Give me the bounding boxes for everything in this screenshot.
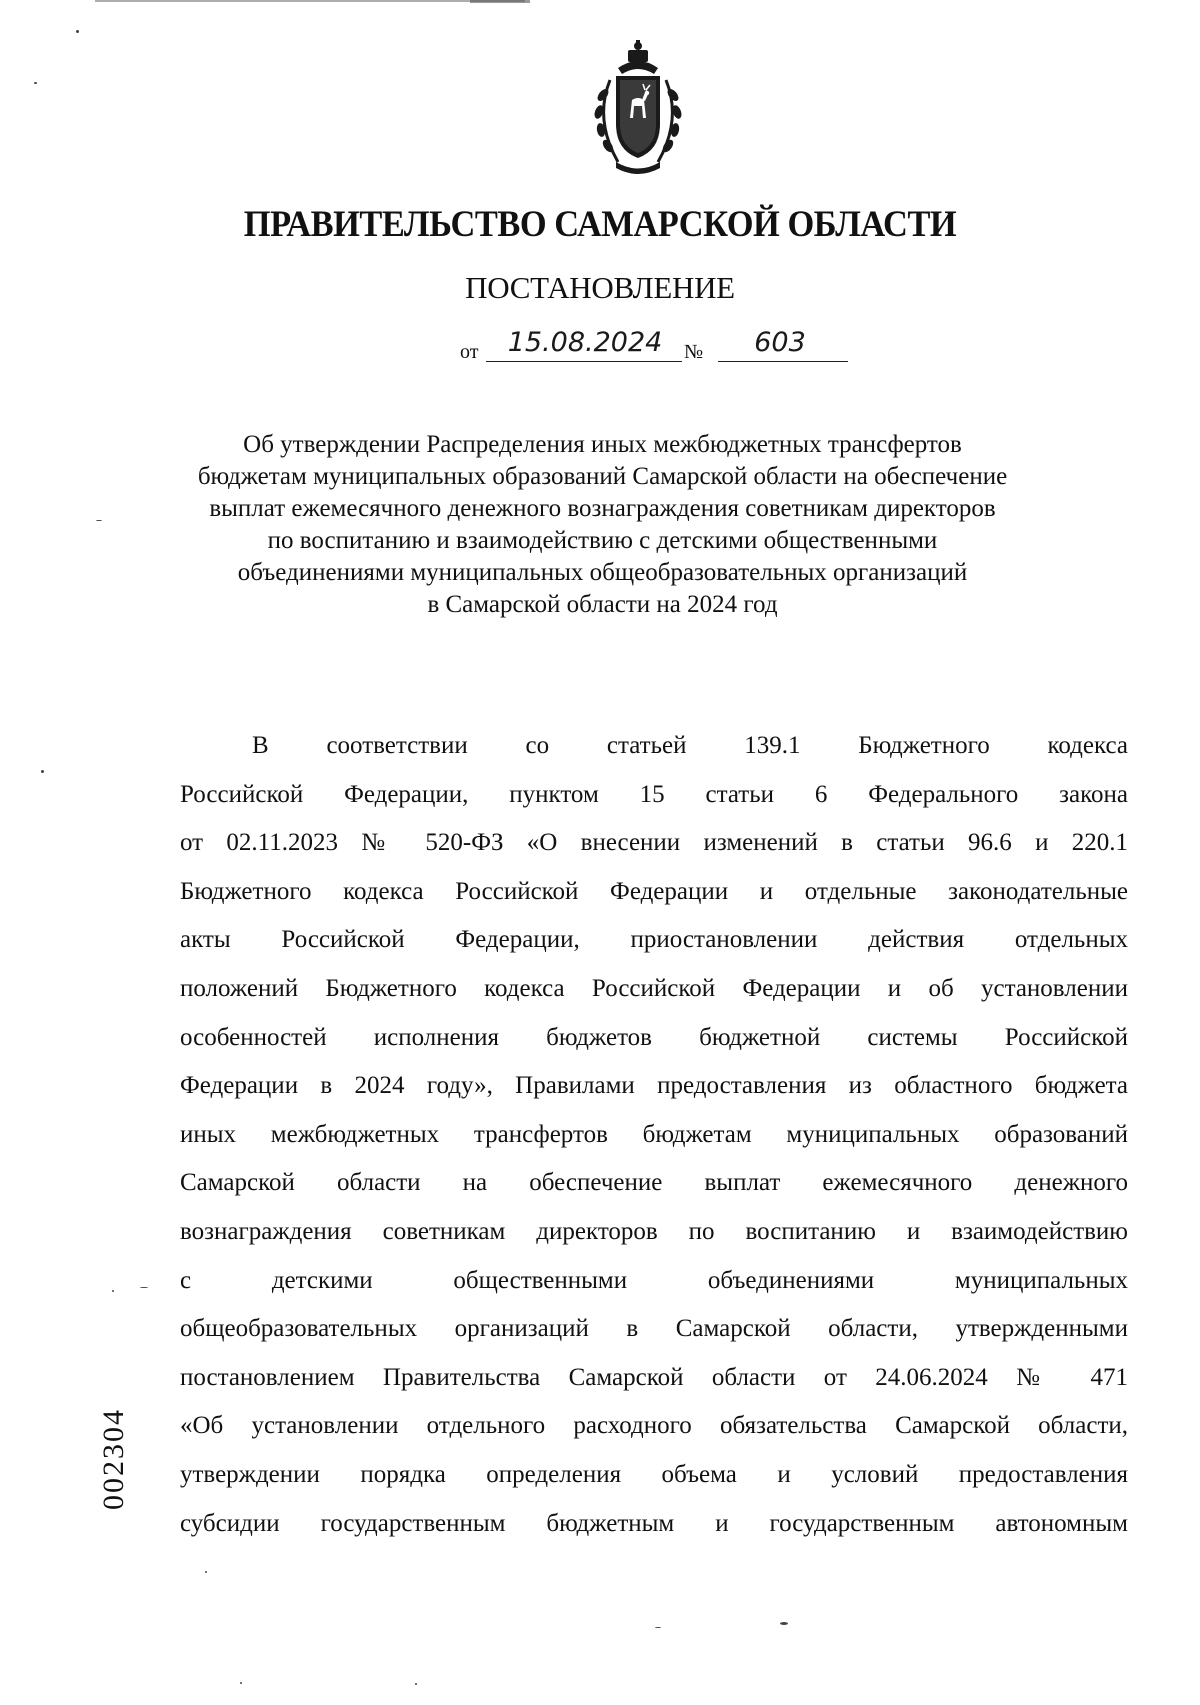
scan-speck [76, 30, 79, 33]
scan-speck [205, 1571, 207, 1573]
body-line: вознаграждения советникам директоров по воспитанию и взаимодействию [180, 1217, 1128, 1245]
scan-artifact [470, 0, 530, 3]
document-type: ПОСТАНОВЛЕНИЕ [465, 270, 735, 305]
body-line: акты Российской Федерации, приостановлении действия отдельных [180, 926, 1128, 954]
subject-line: бюджетам муниципальных образований Самарской области на обеспечение [197, 463, 1008, 490]
body-line: «Об установлении отдельного расходного обязательства Самарской области, [180, 1412, 1128, 1440]
body-line: Российской Федерации, пунктом 15 статьи 6 Федерального закона [180, 780, 1128, 808]
handwritten-date: 15.08.2024 [507, 327, 663, 358]
scan-speck [34, 82, 37, 84]
scan-speck [240, 1682, 242, 1684]
scan-speck [96, 520, 102, 521]
body-line: иных межбюджетных трансфертов бюджетам муниципальных образований [180, 1120, 1128, 1148]
date-underline [486, 361, 682, 362]
government-title: ПРАВИТЕЛЬСТВО САМАРСКОЙ ОБЛАСТИ [243, 204, 957, 245]
body-line: с детскими общественными объединениями муниципальных [180, 1266, 1128, 1294]
body-line: постановлением Правительства Самарской области от 24.06.2024 № 471 [180, 1363, 1128, 1391]
scan-speck [112, 1290, 114, 1292]
body-line: В соответствии со статьей 139.1 Бюджетного кодекса [252, 732, 1128, 759]
body-line: общеобразовательных организаций в Самарской области, утвержденными [180, 1315, 1128, 1343]
body-line: положений Бюджетного кодекса Российской Федерации и об установлении [180, 974, 1128, 1002]
handwritten-number: 603 [754, 327, 806, 358]
body-line: от 02.11.2023 № 520-ФЗ «О внесении изменений в статьи 96.6 и 220.1 [180, 829, 1128, 857]
document-subject [180, 429, 1025, 621]
body-line: Самарской области на обеспечение выплат ежемесячного денежного [180, 1169, 1128, 1197]
number-underline [718, 361, 848, 362]
number-prefix: № [684, 341, 704, 363]
body-line: субсидии государственным бюджетным и государственным автономным [180, 1509, 1128, 1537]
scan-speck [41, 770, 44, 773]
scan-speck [780, 1622, 788, 1625]
scan-speck [415, 1683, 417, 1685]
date-prefix: от [460, 341, 479, 363]
scan-artifact [95, 0, 525, 2]
coat-of-arms-icon [588, 40, 688, 180]
subject-line: Об утверждении Распределения иных межбюджетных трансфертов [243, 431, 962, 458]
subject-line: в Самарской области на 2024 год [427, 591, 778, 618]
document-body [180, 722, 1128, 1548]
scan-speck [655, 1627, 661, 1628]
date-number-line [460, 327, 860, 367]
body-line: Бюджетного кодекса Российской Федерации и отдельные законодательные [180, 877, 1128, 905]
registration-number: 002304 [97, 1408, 130, 1510]
body-line: Федерации в 2024 году», Правилами предоставления из областного бюджета [180, 1072, 1128, 1100]
subject-line: объединениями муниципальных общеобразовательных организаций [237, 559, 968, 586]
subject-line: выплат ежемесячного денежного вознаграждения советникам директоров [209, 495, 996, 522]
subject-line: по воспитанию и взаимодействию с детскими общественными [267, 527, 938, 554]
scan-speck [140, 1287, 148, 1288]
body-line: особенностей исполнения бюджетов бюджетной системы Российской [180, 1023, 1128, 1051]
body-line: утверждении порядка определения объема и условий предоставления [180, 1460, 1128, 1488]
